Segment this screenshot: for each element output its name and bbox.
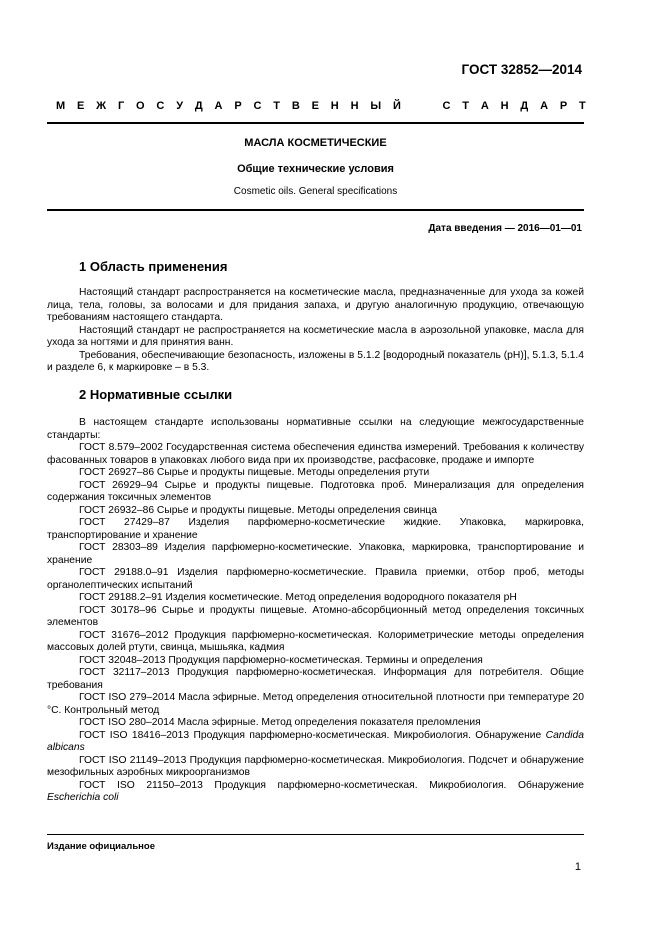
banner-letter: С <box>156 100 165 112</box>
official-edition-label: Издание официальное <box>47 841 155 852</box>
paragraph: Требования, обеспечивающие безопасность, изложены в 5.1.2 [водородный показатель (pH)], 5.1.3, 5.1.4 и разделе 6, к маркировке – в 5.3. <box>47 349 584 373</box>
banner-letter: Н <box>330 100 339 112</box>
interstate-standard-banner <box>56 100 586 112</box>
banner-letter: Н <box>350 100 359 112</box>
document-subtitle: Общие технические условия <box>237 163 394 175</box>
banner-letter: С <box>253 100 262 112</box>
banner-letter: Д <box>194 100 203 112</box>
reference-item: ГОСТ ISO 279–2014 Масла эфирные. Метод определения относительной плотности при температуре 20 °С. Контрольный метод <box>47 692 584 716</box>
banner-letter: Р <box>234 100 242 112</box>
banner-letter: Е <box>77 100 85 112</box>
reference-text: ГОСТ ISO 18416–2013 Продукция парфюмерно-косметическая. Микробиология. Обнаружение <box>79 729 546 741</box>
title-rule <box>47 209 584 211</box>
reference-item: ГОСТ 30178–96 Сырье и продукты пищевые. Атомно-абсорбционный метод определения токсичных элементов <box>47 604 584 628</box>
section-2-heading: 2 Нормативные ссылки <box>79 387 233 402</box>
banner-letter: У <box>176 100 184 112</box>
reference-item: ГОСТ 26929–94 Сырье и продукты пищевые. Подготовка проб. Минерализация для определения содержания токсичных элементов <box>47 479 584 503</box>
banner-letter: О <box>136 100 145 112</box>
banner-letter: Т <box>273 100 281 112</box>
reference-item: ГОСТ 27429–87 Изделия парфюмерно-косметические жидкие. Упаковка, маркировка, транспортирование и хранение <box>47 517 584 541</box>
banner-letter: М <box>56 100 66 112</box>
reference-item: ГОСТ 28303–89 Изделия парфюмерно-косметические. Упаковка, маркировка, транспортирование и хранение <box>47 542 584 566</box>
banner-letter: Д <box>520 100 529 112</box>
document-title-english: Cosmetic oils. General specifications <box>233 186 398 197</box>
page-number: 1 <box>574 861 581 873</box>
banner-letter: Р <box>559 100 568 112</box>
reference-item: ГОСТ 8.579–2002 Государственная система обеспечения единства измерений. Требования к количеству фасованных товаров в упаковках любого вида при их производстве, расфасовке, продаже и импорте <box>47 442 584 466</box>
banner-letter: Г <box>117 100 125 112</box>
banner-letter: Й <box>392 100 401 112</box>
paragraph: В настоящем стандарте использованы нормативные ссылки на следующие межгосударственные стандарты: <box>47 417 584 441</box>
reference-item: ГОСТ ISO 280–2014 Масла эфирные. Метод определения показателя преломления <box>79 717 481 728</box>
organism-name: Candida albicans <box>47 729 584 753</box>
reference-item: ГОСТ ISO 21149–2013 Продукция парфюмерно-косметическая. Микробиология. Подсчет и обнаружение мезофильных аэробных микроорганизмов <box>47 754 584 778</box>
document-code: ГОСТ 32852—2014 <box>461 62 582 77</box>
footer-rule <box>47 834 584 835</box>
banner-letter: Т <box>462 100 469 112</box>
section-2-body <box>47 417 584 805</box>
organism-name: Escherichia coli <box>47 792 119 803</box>
banner-letter: Н <box>500 100 509 112</box>
banner-letter: С <box>442 100 451 112</box>
banner-letter: Е <box>311 100 319 112</box>
header-rule <box>47 122 584 124</box>
document-title: МАСЛА КОСМЕТИЧЕСКИЕ <box>244 137 387 149</box>
banner-letter: А <box>540 100 549 112</box>
banner-letter: В <box>291 100 300 112</box>
reference-item: ГОСТ 26932–86 Сырье и продукты пищевые. Методы определения свинца <box>79 504 438 516</box>
section-1-body <box>47 287 584 375</box>
paragraph: Настоящий стандарт не распространяется на косметические масла в аэрозольной упаковке, масла для ухода за ногтями и для принятия ванн. <box>47 324 584 348</box>
banner-letter: Ы <box>370 100 382 112</box>
reference-item <box>47 730 584 755</box>
reference-item: ГОСТ 26927–86 Сырье и продукты пищевые. Методы определения ртути <box>79 467 430 478</box>
reference-item: ГОСТ 31676–2012 Продукция парфюмерно-косметическая. Колориметрические методы определения массовых долей ртути, свинца, мышьяка, кадмия <box>47 629 584 653</box>
introduction-date: Дата введения — 2016—01—01 <box>428 223 582 234</box>
banner-letter: А <box>480 100 489 112</box>
banner-letter: Т <box>579 100 586 112</box>
section-1-heading: 1 Область применения <box>79 259 228 274</box>
reference-item: ГОСТ 29188.0–91 Изделия парфюмерно-косметические. Правила приемки, отбор проб, методы органолептических испытаний <box>47 567 584 591</box>
reference-text: ГОСТ ISO 21150–2013 Продукция парфюмерно-косметическая. Микробиология. Обнаружение <box>79 779 584 791</box>
reference-item <box>47 780 584 805</box>
reference-item: ГОСТ 29188.2–91 Изделия косметические. Метод определения водородного показателя pH <box>79 592 517 603</box>
paragraph: Настоящий стандарт распространяется на косметические масла, предназначенные для ухода за кожей лица, тела, головы, за волосами и для придания запаха, и другую аналогичную продукцию, отвечающую требованиям настоящего стандарта. <box>47 287 584 323</box>
banner-letter <box>413 100 416 112</box>
reference-item: ГОСТ 32048–2013 Продукция парфюмерно-косметическая. Термины и определения <box>79 654 483 666</box>
reference-item: ГОСТ 32117–2013 Продукция парфюмерно-косметическая. Информация для потребителя. Общие требования <box>47 667 584 691</box>
banner-letter: Ж <box>96 100 107 112</box>
banner-letter <box>428 100 431 112</box>
banner-letter: А <box>214 100 223 112</box>
